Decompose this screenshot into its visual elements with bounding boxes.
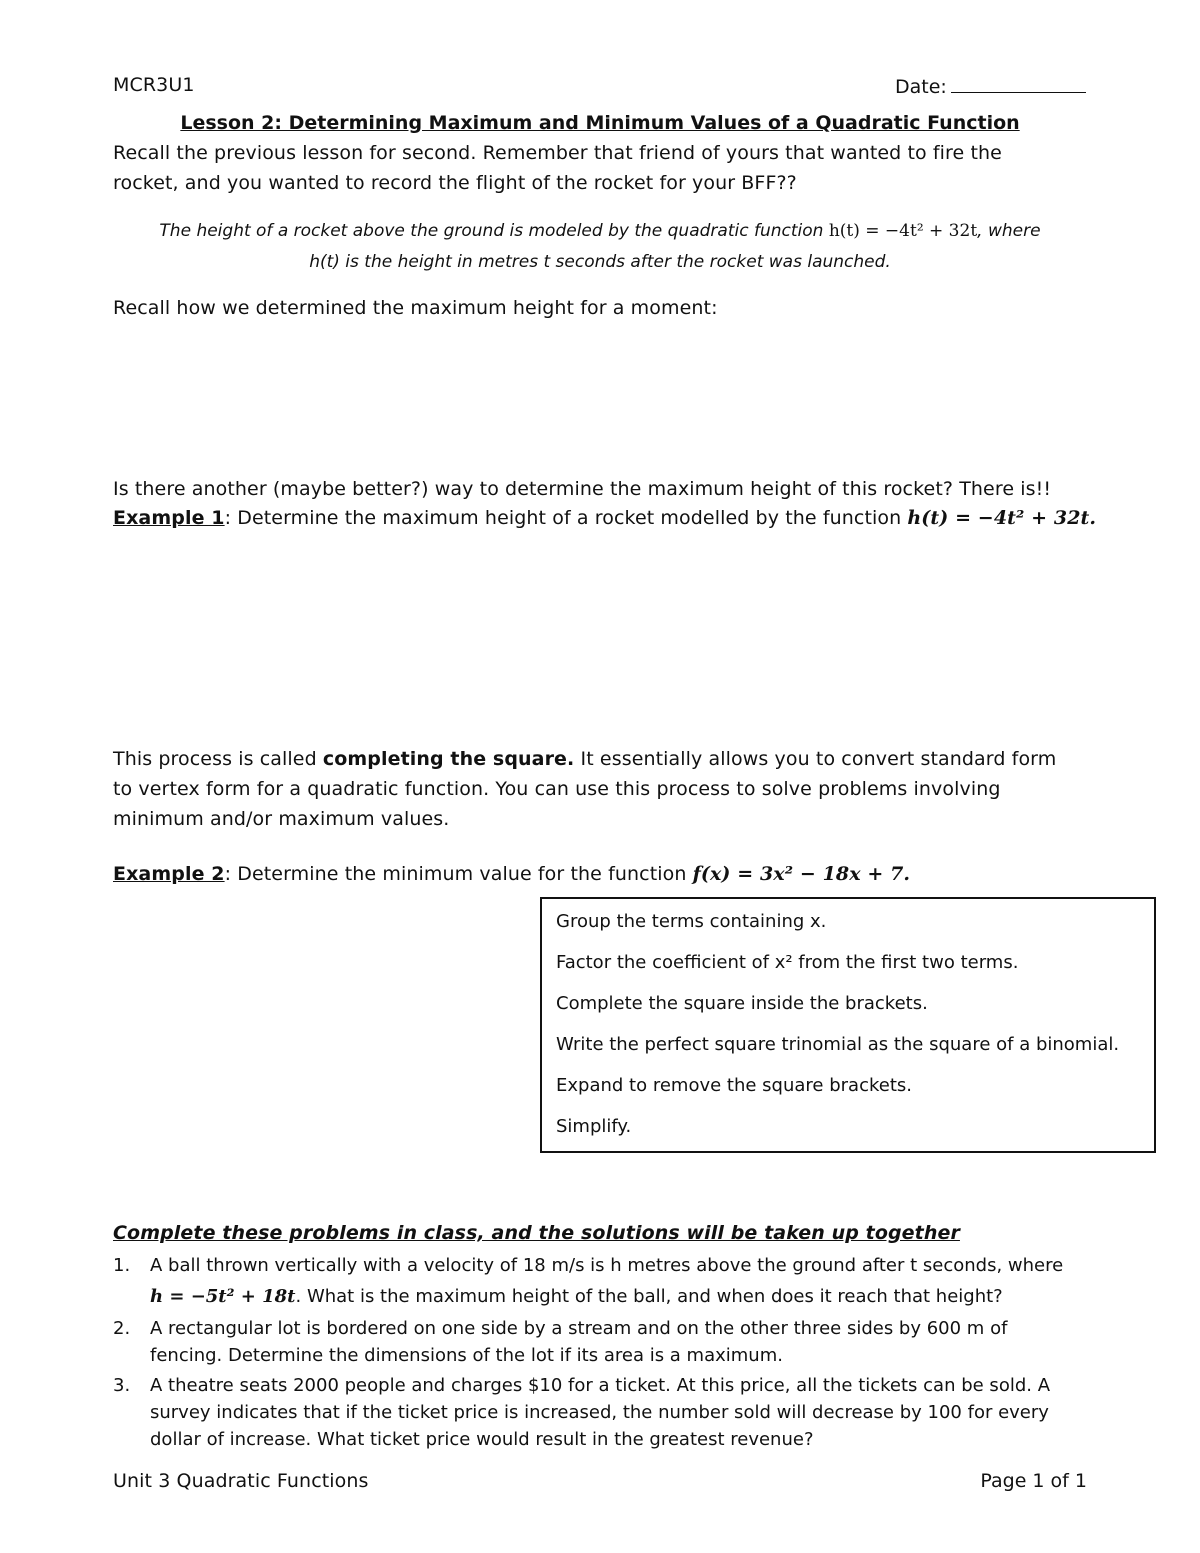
example-2-text: : Determine the minimum value for the function (224, 863, 687, 885)
completing-square-steps-box (540, 897, 1156, 1153)
intro-line-2: rocket, and you wanted to record the flight of the rocket for your BFF?? (113, 172, 797, 194)
rocket-equation: h(t) = −4t² + 32t (828, 221, 978, 241)
rocket-text: The height of a rocket above the ground is modeled by the quadratic function (159, 221, 824, 241)
date-field (895, 74, 1086, 98)
intro-line-1: Recall the previous lesson for second. Remember that friend of yours that wanted to fire the (113, 142, 1002, 164)
problem-3-line-2: survey indicates that if the ticket price is increased, the number sold will decrease by 100 for every (150, 1402, 1049, 1423)
example-1-label: Example 1 (113, 507, 225, 529)
process-pre: This process is called (113, 748, 317, 770)
problem-2-line-1: A rectangular lot is bordered on one side by a stream and on the other three sides by 600 m of (150, 1318, 1008, 1339)
step-4: Write the perfect square trinomial as the square of a binomial. (556, 1034, 1120, 1055)
date-label: Date: (895, 76, 947, 98)
problems-heading: Complete these problems in class, and the solutions will be taken up together (113, 1222, 960, 1244)
process-line-1 (113, 748, 1056, 770)
step-3: Complete the square inside the brackets. (556, 993, 928, 1014)
rocket-statement-line-1 (0, 221, 1200, 241)
process-post: It essentially allows you to convert standard form (580, 748, 1057, 770)
problem-1-line-2 (150, 1286, 1003, 1307)
example-2-equation: f(x) = 3x² − 18x + 7. (692, 863, 911, 885)
step-6: Simplify. (556, 1116, 632, 1137)
problem-3-line-1: A theatre seats 2000 people and charges $10 for a ticket. At this price, all the tickets can be sold. A (150, 1375, 1051, 1396)
step-2: Factor the coefficient of x² from the first two terms. (556, 952, 1019, 973)
footer-unit: Unit 3 Quadratic Functions (113, 1470, 369, 1492)
example-1-equation: h(t) = −4t² + 32t. (907, 507, 1097, 529)
step-5: Expand to remove the square brackets. (556, 1075, 912, 1096)
rocket-text-where: , where (977, 221, 1041, 241)
process-line-2: to vertex form for a quadratic function. You can use this process to solve problems involving (113, 778, 1001, 800)
process-line-3: minimum and/or maximum values. (113, 808, 450, 830)
problem-1-number: 1. (113, 1255, 131, 1276)
lesson-title: Lesson 2: Determining Maximum and Minimum Values of a Quadratic Function (180, 112, 1020, 134)
example-1-text: : Determine the maximum height of a rocket modelled by the function (224, 507, 902, 529)
recall-max-prompt: Recall how we determined the maximum height for a moment: (113, 297, 718, 319)
problem-1-equation: h = −5t² + 18t (150, 1286, 296, 1307)
problem-2-number: 2. (113, 1318, 131, 1339)
example-2 (113, 863, 910, 885)
problem-3-line-3: dollar of increase. What ticket price would result in the greatest revenue? (150, 1429, 814, 1450)
example-2-label: Example 2 (113, 863, 225, 885)
process-term: completing the square. (322, 748, 575, 770)
date-blank (951, 74, 1086, 93)
example-1 (113, 507, 1096, 529)
another-way-question: Is there another (maybe better?) way to determine the maximum height of this rocket? There is!! (113, 478, 1052, 500)
problem-1-line-1: A ball thrown vertically with a velocity of 18 m/s is h metres above the ground after t seconds, where (150, 1255, 1064, 1276)
problem-3-number: 3. (113, 1375, 131, 1396)
footer-page-number: Page 1 of 1 (980, 1470, 1087, 1492)
problem-1-question: . What is the maximum height of the ball, and when does it reach that height? (295, 1286, 1003, 1307)
problem-2-line-2: fencing. Determine the dimensions of the lot if its area is a maximum. (150, 1345, 783, 1366)
course-code: MCR3U1 (113, 74, 195, 96)
step-1: Group the terms containing x. (556, 911, 827, 932)
rocket-statement-line-2: h(t) is the height in metres t seconds after the rocket was launched. (309, 252, 891, 272)
